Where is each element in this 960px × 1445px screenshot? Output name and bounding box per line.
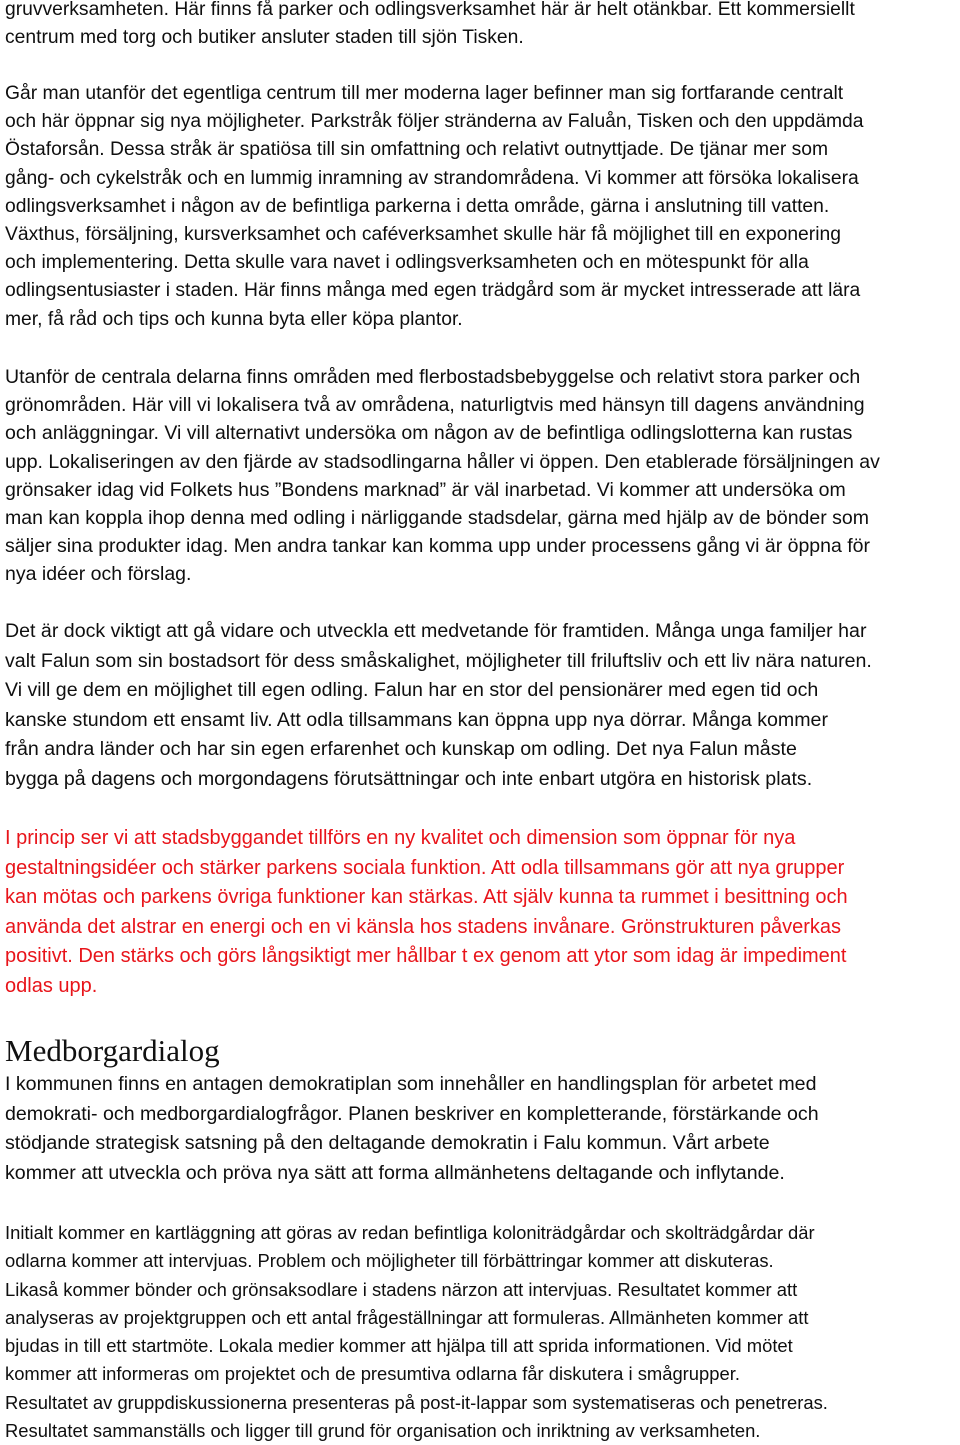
text-line: Växthus, försäljning, kursverksamhet och caféverksamhet skulle här få möjlighet till en exponering [5, 224, 841, 246]
text-line: man kan koppla ihop denna med odling i närliggande stadsdelar, gärna med hjälp av de bönder som [5, 507, 869, 530]
paragraph-princip-highlighted [5, 824, 848, 1002]
text-line: Resultatet sammanställs och ligger till grund för organisation och inriktning av verksamheten. [5, 1420, 761, 1442]
paragraph-framtiden [5, 617, 872, 795]
text-line: grönområden. Här vill vi lokalisera två av områdena, naturligtvis med hänsyn till dagens användning [5, 394, 865, 417]
text-line: kanske stundom ett ensamt liv. Att odla tillsammans kan öppna upp nya dörrar. Många kommer [5, 708, 828, 731]
text-line: bygga på dagens och morgondagens förutsättningar och inte enbart utgöra en historisk plats. [5, 767, 813, 790]
text-line: odlarna kommer att intervjuas. Problem och möjligheter till förbättringar kommer att diskuteras. [5, 1250, 774, 1272]
text-line: Utanför de centrala delarna finns områden med flerbostadsbebyggelse och relativt stora parker och [5, 366, 861, 388]
text-line: positivt. Den stärks och görs långsiktigt mer hållbar t ex genom att ytor som idag är impediment [5, 945, 847, 968]
text-line: och anläggningar. Vi vill alternativt undersöka om någon av de befintliga odlingslotterna kan rustas [5, 422, 853, 445]
paragraph-kartlaggning [5, 1219, 828, 1445]
text-line: kommer att utveckla och pröva nya sätt att forma allmänhetens deltagande och inflytande. [5, 1161, 785, 1184]
text-line: centrum med torg och butiker ansluter staden till sjön Tisken. [5, 27, 524, 49]
text-line: använda det alstrar en energi och en vi känsla hos stadens invånare. Grönstrukturen påverkas [5, 915, 842, 938]
paragraph-flerbostad [5, 363, 880, 589]
text-line: gång- och cykelstråk och en lummig inramning av strandområdena. Vi kommer att försöka lokalisera [5, 167, 859, 189]
text-line: Det är dock viktigt att gå vidare och utveckla ett medvetande för framtiden. Många unga familjer har [5, 620, 867, 642]
text-line: från andra länder och har sin egen erfarenhet och kunskap om odling. Det nya Falun måste [5, 738, 797, 761]
text-line: stödjande strategisk satsning på den deltagande demokratin i Falu kommun. Vårt arbete [5, 1132, 770, 1155]
text-line: gestaltningsidéer och stärker parkens sociala funktion. Att odla tillsammans gör att nya grupper [5, 856, 845, 879]
text-line: valt Falun som sin bostadsort för dess småskalighet, möjligheter till friluftsliv och ett liv nära naturen. [5, 649, 872, 672]
text-line: odlingsentusiaster i staden. Här finns många med egen trädgård som är mycket intresserade att lära [5, 280, 861, 302]
paragraph-gruvverksamheten [5, 0, 855, 52]
text-line: Likaså kommer bönder och grönsaksodlare i stadens närzon att intervjuas. Resultatet kommer att [5, 1278, 798, 1300]
text-line: Östaforsån. Dessa stråk är spatiösa till sin omfattning och relativt outnyttjade. De tjänar mer som [5, 139, 829, 161]
text-line: odlingsverksamhet i någon av de befintliga parkerna i detta område, gärna i anslutning till vatten. [5, 195, 830, 217]
paragraph-parkstrak [5, 80, 864, 334]
text-line: Initialt kommer en kartläggning att göras av redan befintliga koloniträdgårdar och skolträdgårdar där [5, 1222, 815, 1243]
text-line: Vi vill ge dem en möjlighet till egen odling. Falun har en stor del pensionärer med egen tid och [5, 679, 819, 702]
text-line: och här öppnar sig nya möjligheter. Parkstråk följer stränderna av Faluån, Tisken och den uppdämda [5, 111, 864, 133]
text-line: I princip ser vi att stadsbyggandet tillförs en ny kvalitet och dimension som öppnar för nya [5, 827, 796, 849]
text-line: säljer sina produkter idag. Men andra tankar kan komma upp under processens gång vi är öppna för [5, 535, 870, 558]
text-line: Resultatet av gruppdiskussionerna presenteras på post-it-lappar som systematiseras och penetreras. [5, 1391, 828, 1413]
text-line: analyseras av projektgruppen och ett antal frågeställningar att formuleras. Allmänheten kommer att [5, 1306, 809, 1328]
text-line: demokrati- och medborgardialogfrågor. Planen beskriver en kompletterande, förstärkande och [5, 1102, 819, 1125]
text-line: grönsaker idag vid Folkets hus ”Bondens marknad” är väl inarbetad. Vi kommer att undersöka om [5, 478, 846, 501]
text-line: upp. Lokaliseringen av den fjärde av stadsodlingarna håller vi öppen. Den etablerade försäljningen av [5, 450, 880, 473]
text-line: kan mötas och parkens övriga funktioner kan stärkas. Att själv kunna ta rummet i besittning och [5, 886, 848, 909]
text-line: gruvverksamheten. Här finns få parker och odlingsverksamhet här är helt otänkbar. Ett kommersiellt [5, 0, 855, 20]
text-line: Går man utanför det egentliga centrum till mer moderna lager befinner man sig fortfarande centralt [5, 83, 844, 104]
text-line: och implementering. Detta skulle vara navet i odlingsverksamheten och en mötespunkt för alla [5, 252, 809, 274]
text-line: nya idéer och förslag. [5, 563, 192, 586]
paragraph-demokratiplan [5, 1070, 819, 1188]
text-line: bjudas in till ett startmöte. Lokala medier kommer att hjälpa till att sprida informationen. Vid mötet [5, 1335, 793, 1357]
text-line: odlas upp. [5, 974, 98, 997]
text-line: I kommunen finns en antagen demokratiplan som innehåller en handlingsplan för arbetet med [5, 1073, 817, 1095]
text-line: kommer att informeras om projektet och de presumtiva odlarna får diskutera i smågrupper. [5, 1363, 740, 1385]
section-heading: Medborgardialog [5, 1033, 220, 1068]
text-line: mer, få råd och tips och kunna byta eller köpa plantor. [5, 308, 463, 330]
